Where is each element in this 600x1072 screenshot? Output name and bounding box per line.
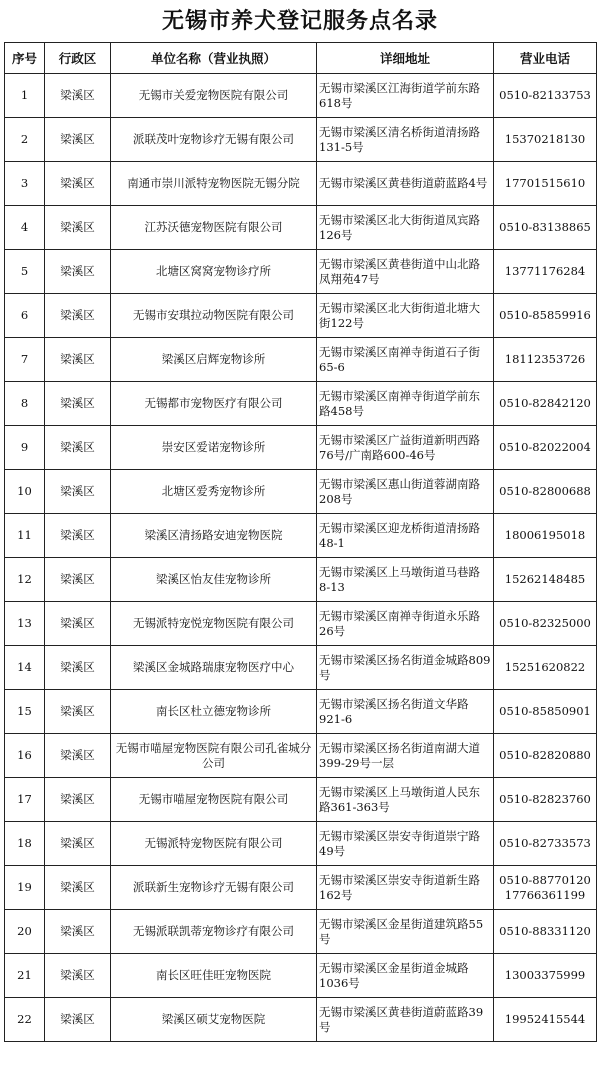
cell-district: 梁溪区 bbox=[45, 954, 111, 998]
cell-index: 2 bbox=[5, 118, 45, 162]
table-body bbox=[5, 74, 597, 1042]
cell-address: 无锡市梁溪区扬名街道文华路921-6 bbox=[317, 690, 494, 734]
cell-address: 无锡市梁溪区黄巷街道蔚蓝路39号 bbox=[317, 998, 494, 1042]
cell-unit-name: 派联新生宠物诊疗无锡有限公司 bbox=[111, 866, 317, 910]
table-row bbox=[5, 822, 597, 866]
cell-index: 7 bbox=[5, 338, 45, 382]
cell-district: 梁溪区 bbox=[45, 910, 111, 954]
cell-phone: 0510-82022004 bbox=[494, 426, 597, 470]
cell-address: 无锡市梁溪区上马墩街道马巷路8-13 bbox=[317, 558, 494, 602]
cell-unit-name: 南长区旺佳旺宠物医院 bbox=[111, 954, 317, 998]
table-row bbox=[5, 954, 597, 998]
cell-address: 无锡市梁溪区黄巷街道中山北路凤翔苑47号 bbox=[317, 250, 494, 294]
cell-district: 梁溪区 bbox=[45, 250, 111, 294]
cell-unit-name: 梁溪区清扬路安迪宠物医院 bbox=[111, 514, 317, 558]
cell-district: 梁溪区 bbox=[45, 734, 111, 778]
cell-phone: 18006195018 bbox=[494, 514, 597, 558]
cell-index: 11 bbox=[5, 514, 45, 558]
cell-index: 22 bbox=[5, 998, 45, 1042]
table-row bbox=[5, 338, 597, 382]
cell-district: 梁溪区 bbox=[45, 646, 111, 690]
cell-unit-name: 派联茂叶宠物诊疗无锡有限公司 bbox=[111, 118, 317, 162]
cell-address: 无锡市梁溪区惠山街道蓉湖南路208号 bbox=[317, 470, 494, 514]
table-row bbox=[5, 646, 597, 690]
cell-phone: 0510-82842120 bbox=[494, 382, 597, 426]
cell-phone: 0510-82133753 bbox=[494, 74, 597, 118]
cell-index: 17 bbox=[5, 778, 45, 822]
table-row bbox=[5, 910, 597, 954]
cell-phone: 0510-82733573 bbox=[494, 822, 597, 866]
cell-address: 无锡市梁溪区南禅寺街道石子街65-6 bbox=[317, 338, 494, 382]
table-row bbox=[5, 866, 597, 910]
cell-unit-name: 无锡市关爱宠物医院有限公司 bbox=[111, 74, 317, 118]
cell-index: 6 bbox=[5, 294, 45, 338]
cell-district: 梁溪区 bbox=[45, 690, 111, 734]
table-row bbox=[5, 118, 597, 162]
cell-district: 梁溪区 bbox=[45, 294, 111, 338]
cell-district: 梁溪区 bbox=[45, 74, 111, 118]
cell-phone: 0510-85850901 bbox=[494, 690, 597, 734]
cell-address: 无锡市梁溪区崇安寺街道新生路162号 bbox=[317, 866, 494, 910]
table-row bbox=[5, 206, 597, 250]
cell-district: 梁溪区 bbox=[45, 822, 111, 866]
cell-address: 无锡市梁溪区广益街道新明西路76号/广南路600-46号 bbox=[317, 426, 494, 470]
cell-phone: 0510-88331120 bbox=[494, 910, 597, 954]
cell-index: 18 bbox=[5, 822, 45, 866]
cell-phone: 0510-82820880 bbox=[494, 734, 597, 778]
table-row bbox=[5, 734, 597, 778]
cell-address: 无锡市梁溪区金星街道金城路1036号 bbox=[317, 954, 494, 998]
table-row bbox=[5, 514, 597, 558]
cell-phone: 0510-82823760 bbox=[494, 778, 597, 822]
directory-table bbox=[4, 42, 597, 1042]
cell-phone: 15370218130 bbox=[494, 118, 597, 162]
cell-unit-name: 无锡都市宠物医疗有限公司 bbox=[111, 382, 317, 426]
table-row bbox=[5, 470, 597, 514]
cell-phone: 17701515610 bbox=[494, 162, 597, 206]
cell-district: 梁溪区 bbox=[45, 338, 111, 382]
cell-district: 梁溪区 bbox=[45, 470, 111, 514]
header-phone: 营业电话 bbox=[494, 43, 597, 74]
table-row bbox=[5, 250, 597, 294]
cell-index: 12 bbox=[5, 558, 45, 602]
cell-phone: 15262148485 bbox=[494, 558, 597, 602]
cell-address: 无锡市梁溪区南禅寺街道永乐路26号 bbox=[317, 602, 494, 646]
cell-district: 梁溪区 bbox=[45, 558, 111, 602]
cell-district: 梁溪区 bbox=[45, 382, 111, 426]
cell-index: 20 bbox=[5, 910, 45, 954]
cell-phone: 0510-85859916 bbox=[494, 294, 597, 338]
cell-district: 梁溪区 bbox=[45, 118, 111, 162]
cell-phone: 0510-83138865 bbox=[494, 206, 597, 250]
header-unit-name: 单位名称（营业执照） bbox=[111, 43, 317, 74]
cell-district: 梁溪区 bbox=[45, 866, 111, 910]
table-row bbox=[5, 998, 597, 1042]
cell-index: 14 bbox=[5, 646, 45, 690]
cell-unit-name: 崇安区爱诺宠物诊所 bbox=[111, 426, 317, 470]
cell-district: 梁溪区 bbox=[45, 998, 111, 1042]
cell-index: 21 bbox=[5, 954, 45, 998]
cell-address: 无锡市梁溪区北大街街道凤宾路126号 bbox=[317, 206, 494, 250]
cell-unit-name: 无锡市安琪拉动物医院有限公司 bbox=[111, 294, 317, 338]
cell-phone: 13771176284 bbox=[494, 250, 597, 294]
cell-address: 无锡市梁溪区金星街道建筑路55号 bbox=[317, 910, 494, 954]
cell-unit-name: 北塘区爱秀宠物诊所 bbox=[111, 470, 317, 514]
table-row bbox=[5, 558, 597, 602]
cell-district: 梁溪区 bbox=[45, 602, 111, 646]
cell-unit-name: 梁溪区怡友佳宠物诊所 bbox=[111, 558, 317, 602]
cell-unit-name: 南长区杜立德宠物诊所 bbox=[111, 690, 317, 734]
cell-unit-name: 无锡市喵屋宠物医院有限公司孔雀城分公司 bbox=[111, 734, 317, 778]
cell-unit-name: 无锡市喵屋宠物医院有限公司 bbox=[111, 778, 317, 822]
cell-index: 5 bbox=[5, 250, 45, 294]
table-row bbox=[5, 602, 597, 646]
cell-index: 19 bbox=[5, 866, 45, 910]
cell-phone: 0510-82800688 bbox=[494, 470, 597, 514]
cell-unit-name: 无锡派联凯蒂宠物诊疗有限公司 bbox=[111, 910, 317, 954]
cell-district: 梁溪区 bbox=[45, 206, 111, 250]
cell-unit-name: 南通市崇川派特宠物医院无锡分院 bbox=[111, 162, 317, 206]
cell-address: 无锡市梁溪区扬名街道南湖大道399-29号一层 bbox=[317, 734, 494, 778]
header-address: 详细地址 bbox=[317, 43, 494, 74]
cell-index: 10 bbox=[5, 470, 45, 514]
cell-phone: 19952415544 bbox=[494, 998, 597, 1042]
cell-phone: 18112353726 bbox=[494, 338, 597, 382]
header-index: 序号 bbox=[5, 43, 45, 74]
cell-district: 梁溪区 bbox=[45, 426, 111, 470]
cell-address: 无锡市梁溪区迎龙桥街道清扬路48-1 bbox=[317, 514, 494, 558]
header-district: 行政区 bbox=[45, 43, 111, 74]
cell-address: 无锡市梁溪区北大街街道北塘大街122号 bbox=[317, 294, 494, 338]
cell-index: 3 bbox=[5, 162, 45, 206]
cell-index: 8 bbox=[5, 382, 45, 426]
cell-unit-name: 无锡派特宠悦宠物医院有限公司 bbox=[111, 602, 317, 646]
table-row bbox=[5, 690, 597, 734]
cell-unit-name: 梁溪区硕艾宠物医院 bbox=[111, 998, 317, 1042]
document-title: 无锡市养犬登记服务点名录 bbox=[161, 8, 438, 34]
table-row bbox=[5, 294, 597, 338]
cell-address: 无锡市梁溪区扬名街道金城路809号 bbox=[317, 646, 494, 690]
table-row bbox=[5, 382, 597, 426]
cell-district: 梁溪区 bbox=[45, 514, 111, 558]
cell-phone: 15251620822 bbox=[494, 646, 597, 690]
cell-district: 梁溪区 bbox=[45, 162, 111, 206]
table-header-row bbox=[5, 43, 597, 74]
cell-address: 无锡市梁溪区上马墩街道人民东路361-363号 bbox=[317, 778, 494, 822]
cell-address: 无锡市梁溪区江海街道学前东路618号 bbox=[317, 74, 494, 118]
cell-address: 无锡市梁溪区崇安寺街道崇宁路49号 bbox=[317, 822, 494, 866]
table-row bbox=[5, 426, 597, 470]
cell-unit-name: 无锡派特宠物医院有限公司 bbox=[111, 822, 317, 866]
cell-index: 13 bbox=[5, 602, 45, 646]
cell-address: 无锡市梁溪区黄巷街道蔚蓝路4号 bbox=[317, 162, 494, 206]
cell-index: 4 bbox=[5, 206, 45, 250]
table-row bbox=[5, 778, 597, 822]
cell-index: 16 bbox=[5, 734, 45, 778]
cell-phone: 0510-88770120 17766361199 bbox=[494, 866, 597, 910]
cell-phone: 0510-82325000 bbox=[494, 602, 597, 646]
cell-index: 15 bbox=[5, 690, 45, 734]
cell-index: 1 bbox=[5, 74, 45, 118]
cell-index: 9 bbox=[5, 426, 45, 470]
cell-unit-name: 江苏沃德宠物医院有限公司 bbox=[111, 206, 317, 250]
table-row bbox=[5, 162, 597, 206]
cell-phone: 13003375999 bbox=[494, 954, 597, 998]
cell-unit-name: 梁溪区金城路瑞康宠物医疗中心 bbox=[111, 646, 317, 690]
cell-address: 无锡市梁溪区清名桥街道清扬路131-5号 bbox=[317, 118, 494, 162]
table-row bbox=[5, 74, 597, 118]
cell-unit-name: 北塘区窝窝宠物诊疗所 bbox=[111, 250, 317, 294]
cell-unit-name: 梁溪区启辉宠物诊所 bbox=[111, 338, 317, 382]
cell-district: 梁溪区 bbox=[45, 778, 111, 822]
cell-address: 无锡市梁溪区南禅寺街道学前东路458号 bbox=[317, 382, 494, 426]
